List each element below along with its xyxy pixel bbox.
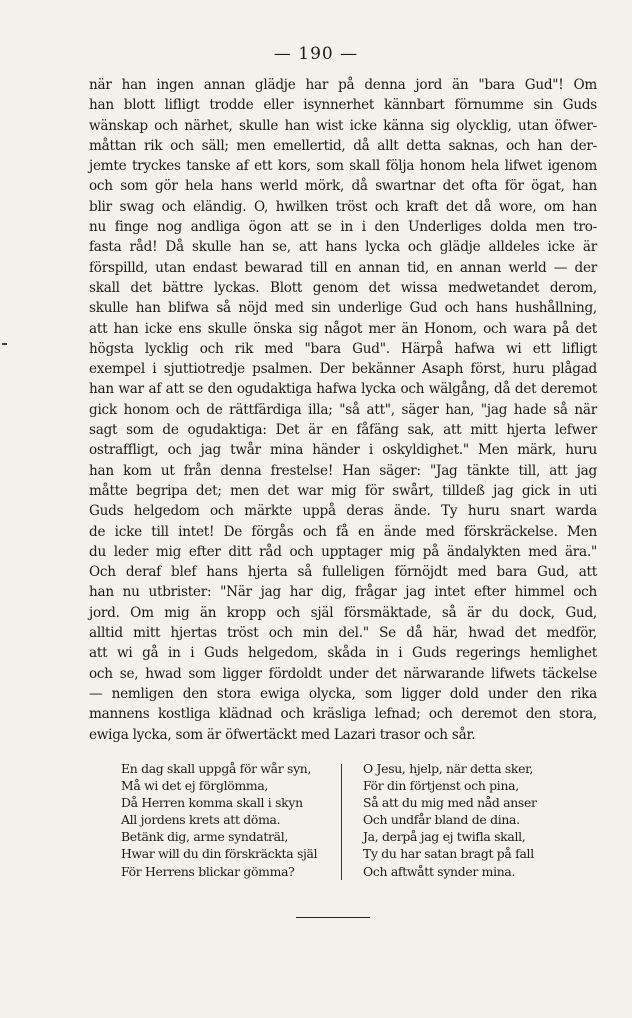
prose-line: wänskap och närhet, skulle han wist icke känna sig olycklig, utan öfwer- — [89, 117, 597, 134]
prose-line: — nemligen den stora ewiga olycka, som ligger dold under den rika — [89, 685, 597, 702]
poem — [121, 760, 561, 884]
prose-line: blir swag och eländig. O, hwilken tröst och kraft det då wore, om han — [89, 198, 597, 215]
prose-line: de icke till intet! De förgås och få en ände med förskräckelse. Men — [89, 523, 597, 540]
page-number: — 190 — — [273, 44, 359, 64]
prose-line: exempel i sjuttiotredje psalmen. Der bekänner Asaph först, huru plågad — [89, 361, 597, 378]
prose-line: ewiga lycka, som är öfwertäckt med Lazari trasor och sår. — [89, 726, 476, 743]
verse-line: Betänk dig, arme syndaträl, — [121, 829, 289, 845]
prose-line: han war af att se den ogudaktiga hafwa lycka och wälgång, då det deremot — [89, 381, 597, 398]
verse-line: Må wi det ej förglömma, — [121, 778, 269, 794]
prose-line: när han ingen annan glädje har på denna jord än "bara Gud"! Om — [89, 77, 597, 93]
prose-line: du leder mig efter ditt råd och upptager mig på ändalykten med ära." — [89, 543, 597, 560]
prose-line: mannens kostliga klädnad och kräsliga lefnad; och deremot den stora, — [89, 706, 597, 723]
prose-line: han blott lifligt trodde eller isynnerhet kännbart förnumme sin Guds — [89, 97, 597, 114]
poem-divider — [341, 764, 342, 880]
verse-line: För din förtjenst och pina, — [363, 778, 519, 794]
prose-line: jord. Om mig än kropp och själ försmäktade, så är du dock, Gud, — [89, 604, 597, 621]
prose-line: sagt som de ogudaktiga: Det är en fåfäng sak, att mitt hjerta lefwer — [89, 422, 597, 439]
prose-line: högsta lycklig och rik med "bara Gud". Härpå hafwa wi ett lifligt — [89, 340, 597, 357]
verse-line: Och undfår bland de dina. — [363, 812, 520, 828]
prose-line: han kom ut från denna frestelse! Han säger: "Jag tänkte till, att jag — [89, 462, 597, 479]
prose-line: Guds helgedom och märkte uppå deras ände. Ty huru snart warda — [89, 503, 597, 520]
poem-left-stanza — [121, 760, 336, 880]
prose-line: han nu utbrister: "När jag har dig, frågar jag intet efter himmel och — [89, 584, 597, 601]
verse-line: Ja, derpå jag ej twifla skall, — [363, 829, 526, 845]
verse-line: För Herrens blickar gömma? — [121, 863, 295, 879]
margin-mark — [2, 343, 7, 345]
prose-line: jemte tryckes tanske af ett kors, som skall följa honom hela lifwet igenom — [89, 158, 597, 175]
prose-line: att wi gå in i Guds helgedom, skåda in i Guds regerings hemlighet — [89, 645, 597, 662]
prose-line: ostraffligt, och jag twår mina händer i oskyldighet." Men märk, huru — [89, 442, 597, 459]
verse-line: En dag skall uppgå för wår syn, — [121, 761, 312, 776]
verse-line: Och aftwått synder mina. — [363, 863, 516, 879]
verse-line: Då Herren komma skall i skyn — [121, 795, 303, 811]
prose-line: Och deraf blef hans hjerta så fulleligen förnöjdt med bara Gud, att — [89, 564, 597, 581]
prose-line: nu finge nog andliga ögon att se in i den Underliges dolda men tro- — [89, 219, 597, 236]
verse-line: O Jesu, hjelp, när detta sker, — [363, 761, 534, 776]
verse-line: All jordens krets att döma. — [121, 812, 281, 828]
prose-line: måtte begripa det; men det war mig för swårt, tilldeß jag gick in uti — [89, 482, 597, 499]
prose-line: måttan rik och säll; men emellertid, då allt detta saknas, och han der- — [89, 137, 597, 154]
prose-line: fasta råd! Då skulle han se, att hans lycka och glädje alldeles icke är — [89, 239, 597, 256]
prose-line: och se, hwad som ligger fördoldt under det närwarande lifwets täckelse — [89, 665, 597, 682]
prose-line: att han icke ens skulle önska sig något mer än Honom, och wara på det — [89, 320, 597, 337]
prose-line: gick honom och de rättfärdiga illa; "så att", säger han, "jag hade så när — [89, 401, 597, 418]
prose-line: skall det bättre lyckas. Blott genom det wissa medwetandet derom, — [89, 279, 597, 296]
verse-line: Så att du mig med nåd anser — [363, 795, 537, 811]
poem-right-stanza — [363, 760, 578, 880]
end-rule — [296, 917, 370, 918]
prose-line: skulle han blifwa så nöjd med sin underlige Gud och hans hushållning, — [89, 300, 597, 317]
prose-line: förspilld, utan endast bewarad till en annan tid, en annan werld — der — [89, 259, 597, 276]
prose-body — [89, 75, 597, 745]
prose-line: alltid mitt hjertas tröst och min del." Se då här, hwad det medför, — [89, 625, 597, 642]
verse-line: Ty du har satan bragt på fall — [363, 846, 534, 862]
prose-line: och som gör hela hans werld mörk, då swartnar det ofta för ögat, han — [89, 178, 597, 195]
verse-line: Hwar will du din förskräckta själ — [121, 846, 318, 862]
